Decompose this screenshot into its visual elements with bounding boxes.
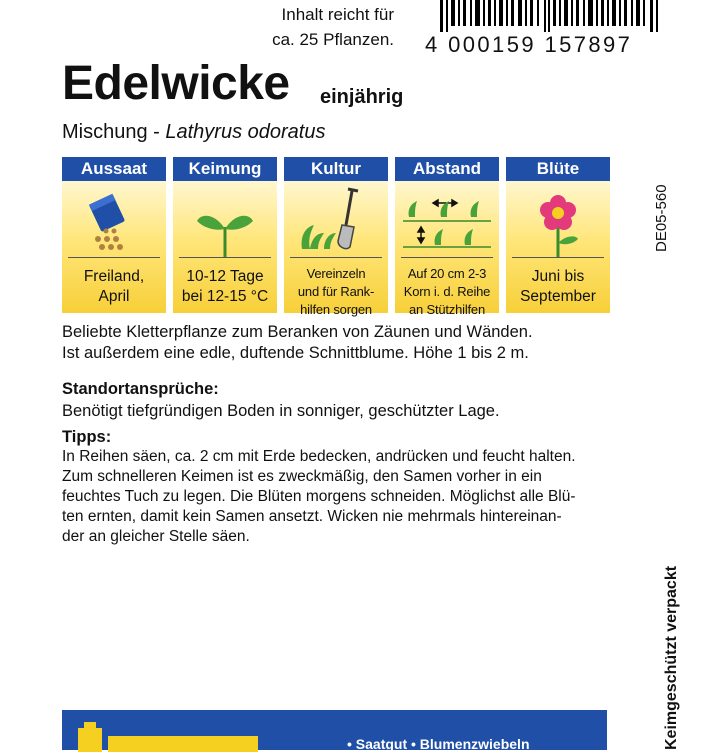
footer-banner xyxy=(62,710,607,750)
card-label-line: Juni bis xyxy=(531,268,585,285)
catalog-code-text: DE05-560 xyxy=(653,184,670,252)
card-culture xyxy=(284,157,388,317)
footer-tagline: • Saatgut • Blumenzwiebeln xyxy=(347,736,530,752)
card-label xyxy=(397,265,497,319)
brand-logo-icon xyxy=(78,720,278,752)
contents-note xyxy=(246,2,394,52)
card-bloom xyxy=(506,157,610,313)
description-line: Beliebte Kletterpflanze zum Beranken von Zäunen und Wänden. xyxy=(62,323,533,341)
catalog-code xyxy=(641,150,681,270)
tips-line: In Reihen säen, ca. 2 cm mit Erde bedecken, andrücken und feucht halten. xyxy=(62,448,576,465)
card-sowing xyxy=(62,157,166,313)
card-label-line: Freiland, xyxy=(83,268,145,285)
description xyxy=(62,322,622,364)
flower-icon xyxy=(506,187,610,257)
side-note-text: Keimgeschützt verpackt xyxy=(663,565,680,750)
card-label xyxy=(64,267,164,307)
card-title: Abstand xyxy=(395,157,499,181)
barcode-number: 4 000159 157897 xyxy=(425,32,633,57)
description-line: Ist außerdem eine edle, duftende Schnittblume. Höhe 1 bis 2 m. xyxy=(62,344,529,362)
contents-line-2: ca. 25 Pflanzen. xyxy=(272,30,394,49)
product-variety xyxy=(62,121,325,144)
annual-note: einjährig xyxy=(320,86,404,108)
card-title: Keimung xyxy=(173,157,277,181)
card-label-line: und für Rank- xyxy=(297,284,375,299)
card-label-line: an Stützhilfen xyxy=(409,302,485,317)
card-label-line: April xyxy=(98,288,130,305)
side-note xyxy=(655,528,689,750)
spade-icon xyxy=(284,187,388,257)
tips-line: ten ernten, damit kein Samen ansetzt. Wicken nie mehrmals hintereinan- xyxy=(62,508,562,525)
spacing-icon xyxy=(395,187,499,257)
tips-line: feuchtes Tuch zu legen. Die Blüten morgens schneiden. Möglichst alle Blü- xyxy=(62,488,576,505)
card-title: Kultur xyxy=(284,157,388,181)
card-label-line: hilfen sorgen xyxy=(300,302,372,317)
card-label-line: September xyxy=(520,288,596,305)
contents-line-1: Inhalt reicht für xyxy=(281,5,394,24)
card-label xyxy=(508,267,608,307)
location-text: Benötigt tiefgründigen Boden in sonniger, geschützter Lage. xyxy=(62,402,500,420)
card-label-line: 10-12 Tage xyxy=(186,268,264,285)
product-name: Edelwicke xyxy=(62,57,290,110)
card-label-line: Auf 20 cm 2-3 xyxy=(407,266,487,281)
seed-packet-icon xyxy=(62,187,166,257)
card-label xyxy=(175,267,275,307)
location-heading: Standortansprüche: xyxy=(62,380,219,398)
tips-line: der an gleicher Stelle säen. xyxy=(62,528,250,545)
variety-label: Mischung - xyxy=(62,121,166,143)
latin-name: Lathyrus odoratus xyxy=(165,121,326,143)
barcode-icon xyxy=(440,0,660,32)
card-spacing xyxy=(395,157,499,317)
card-germination xyxy=(173,157,277,313)
card-label-line: Korn i. d. Reihe xyxy=(403,284,491,299)
tips-heading: Tipps: xyxy=(62,428,112,446)
sprout-icon xyxy=(173,187,277,257)
card-title: Aussaat xyxy=(62,157,166,181)
card-title: Blüte xyxy=(506,157,610,181)
tips-text xyxy=(62,447,615,547)
card-label-line: bei 12-15 °C xyxy=(181,288,269,305)
card-label-line: Vereinzeln xyxy=(306,266,366,281)
card-label xyxy=(286,265,386,319)
tips-line: Zum schnelleren Keimen ist es zweckmäßig, den Samen vorher in ein xyxy=(62,468,542,485)
